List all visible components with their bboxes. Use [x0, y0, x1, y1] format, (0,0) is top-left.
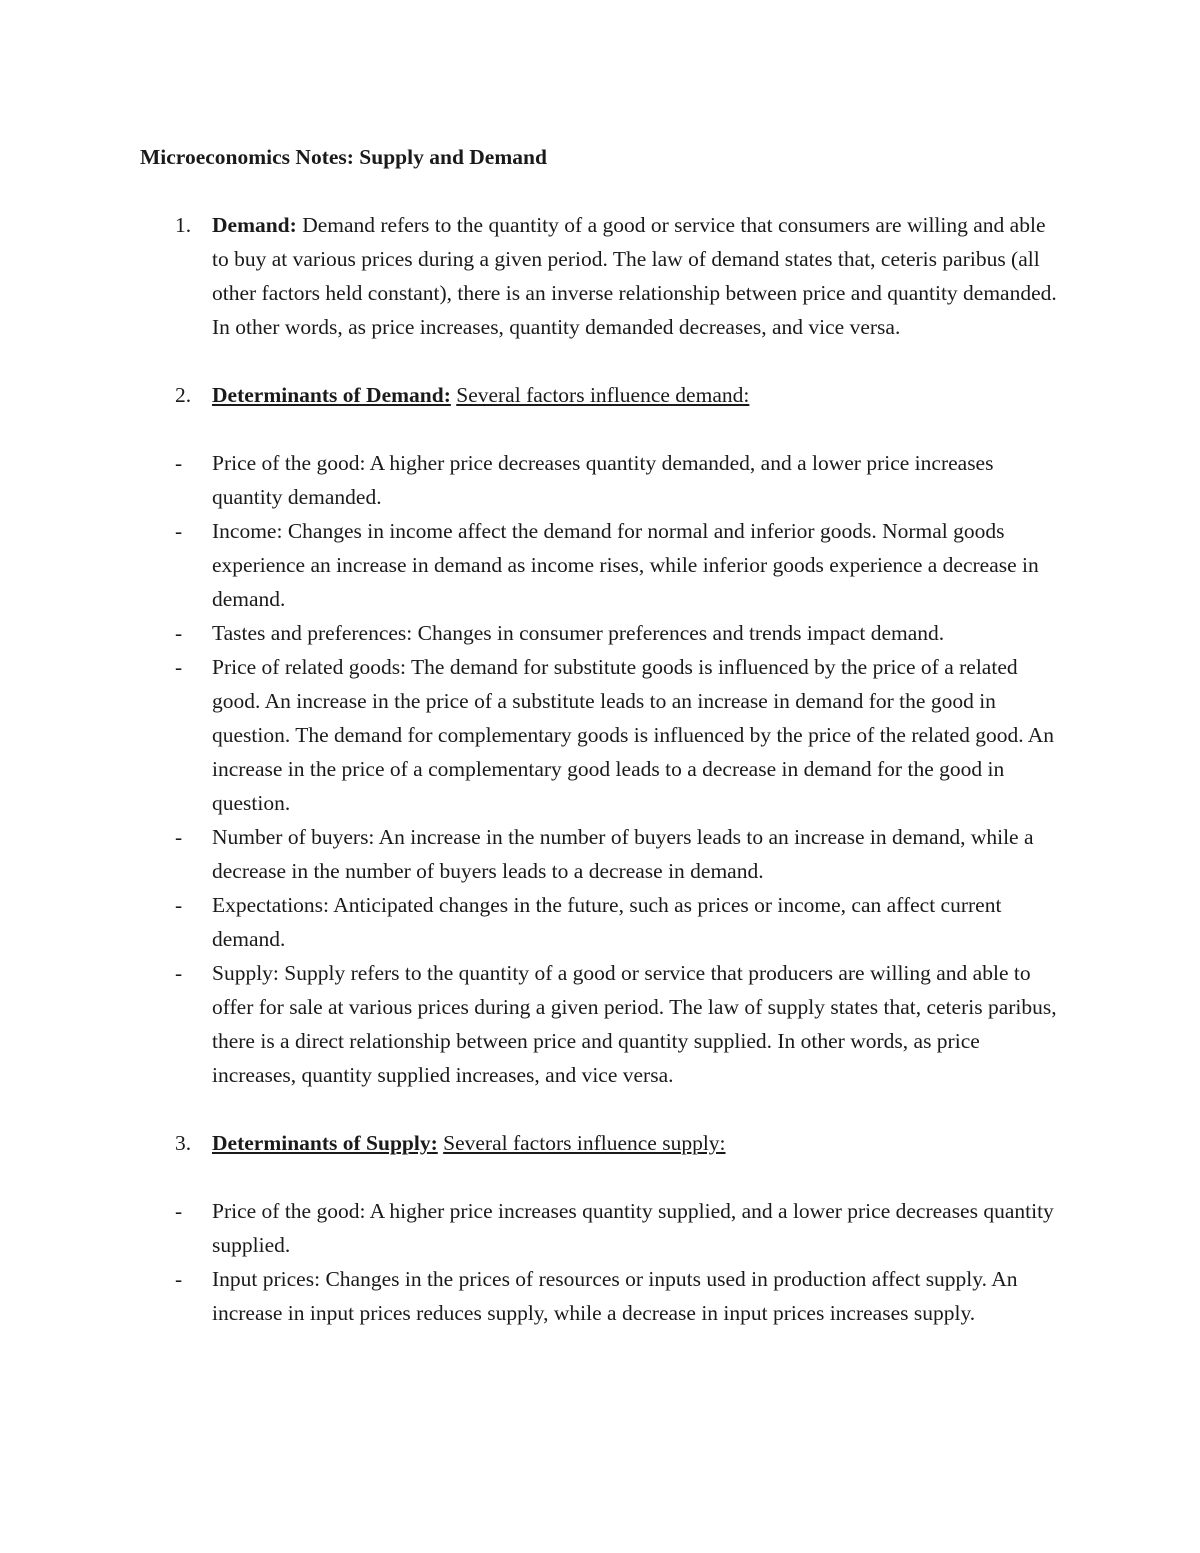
section-intro: Several factors influence supply: — [443, 1131, 726, 1155]
section-demand — [140, 208, 1060, 344]
list-item — [140, 446, 1060, 514]
section-determinants-of-supply — [140, 1126, 1060, 1160]
bullet-dash: - — [175, 825, 183, 849]
section-number: 3. — [175, 1131, 192, 1155]
list-item-text: Expectations: Anticipated changes in the future, such as prices or income, can affect current demand. — [212, 893, 1002, 951]
list-item-text: Supply: Supply refers to the quantity of a good or service that producers are willing and able to offer for sale at various prices during a given period. The law of supply states that, ceteris paribus, there is a direct relationship between price and quantity supplied. In other words, as price increases, quantity supplied increases, and vice versa. — [212, 961, 1057, 1087]
section-intro: Several factors influence demand: — [456, 383, 750, 407]
bullet-dash: - — [175, 961, 183, 985]
list-item-text: Tastes and preferences: Changes in consumer preferences and trends impact demand. — [212, 621, 945, 645]
list-item-text: Price of the good: A higher price decreases quantity demanded, and a lower price increases quantity demanded. — [212, 451, 994, 509]
section-determinants-of-demand — [140, 378, 1060, 412]
list-item-text: Input prices: Changes in the prices of resources or inputs used in production affect supply. An increase in input prices reduces supply, while a decrease in input prices increases supply. — [212, 1267, 1018, 1325]
list-item — [140, 888, 1060, 956]
list-item — [140, 820, 1060, 888]
list-item — [140, 514, 1060, 616]
section-heading: Determinants of Demand: — [212, 383, 451, 407]
list-item — [140, 1262, 1060, 1330]
list-item-text: Number of buyers: An increase in the number of buyers leads to an increase in demand, while a decrease in the number of buyers leads to a decrease in demand. — [212, 825, 1034, 883]
section-text: Demand refers to the quantity of a good or service that consumers are willing and able to buy at various prices during a given period. The law of demand states that, ceteris paribus (all other factors held constant), there is an inverse relationship between price and quantity demanded. In other words, as price increases, quantity demanded decreases, and vice versa. — [212, 213, 1057, 339]
bullet-dash: - — [175, 1199, 183, 1223]
bullet-dash: - — [175, 451, 183, 475]
bullet-dash: - — [175, 621, 183, 645]
list-item — [140, 956, 1060, 1092]
section-heading: Determinants of Supply: — [212, 1131, 438, 1155]
list-item-text: Price of related goods: The demand for substitute goods is influenced by the price of a related good. An increase in the price of a substitute leads to an increase in demand for the good in question. The demand for complementary goods is influenced by the price of the related good. An increase in the price of a complementary good leads to a decrease in demand for the good in question. — [212, 655, 1055, 815]
list-item-text: Income: Changes in income affect the demand for normal and inferior goods. Normal goods experience an increase in demand as income rises, while inferior goods experience a decrease in demand. — [212, 519, 1039, 611]
document-title: Microeconomics Notes: Supply and Demand — [140, 145, 547, 169]
bullet-dash: - — [175, 1267, 183, 1291]
list-item — [140, 650, 1060, 820]
section-heading: Demand: — [212, 213, 297, 237]
section-number: 1. — [175, 213, 192, 237]
list-item — [140, 616, 1060, 650]
bullet-dash: - — [175, 655, 183, 679]
bullet-dash: - — [175, 519, 183, 543]
bullet-dash: - — [175, 893, 183, 917]
section-number: 2. — [175, 383, 192, 407]
list-item — [140, 1194, 1060, 1262]
list-item-text: Price of the good: A higher price increases quantity supplied, and a lower price decreases quantity supplied. — [212, 1199, 1054, 1257]
document-body — [140, 140, 1060, 1330]
